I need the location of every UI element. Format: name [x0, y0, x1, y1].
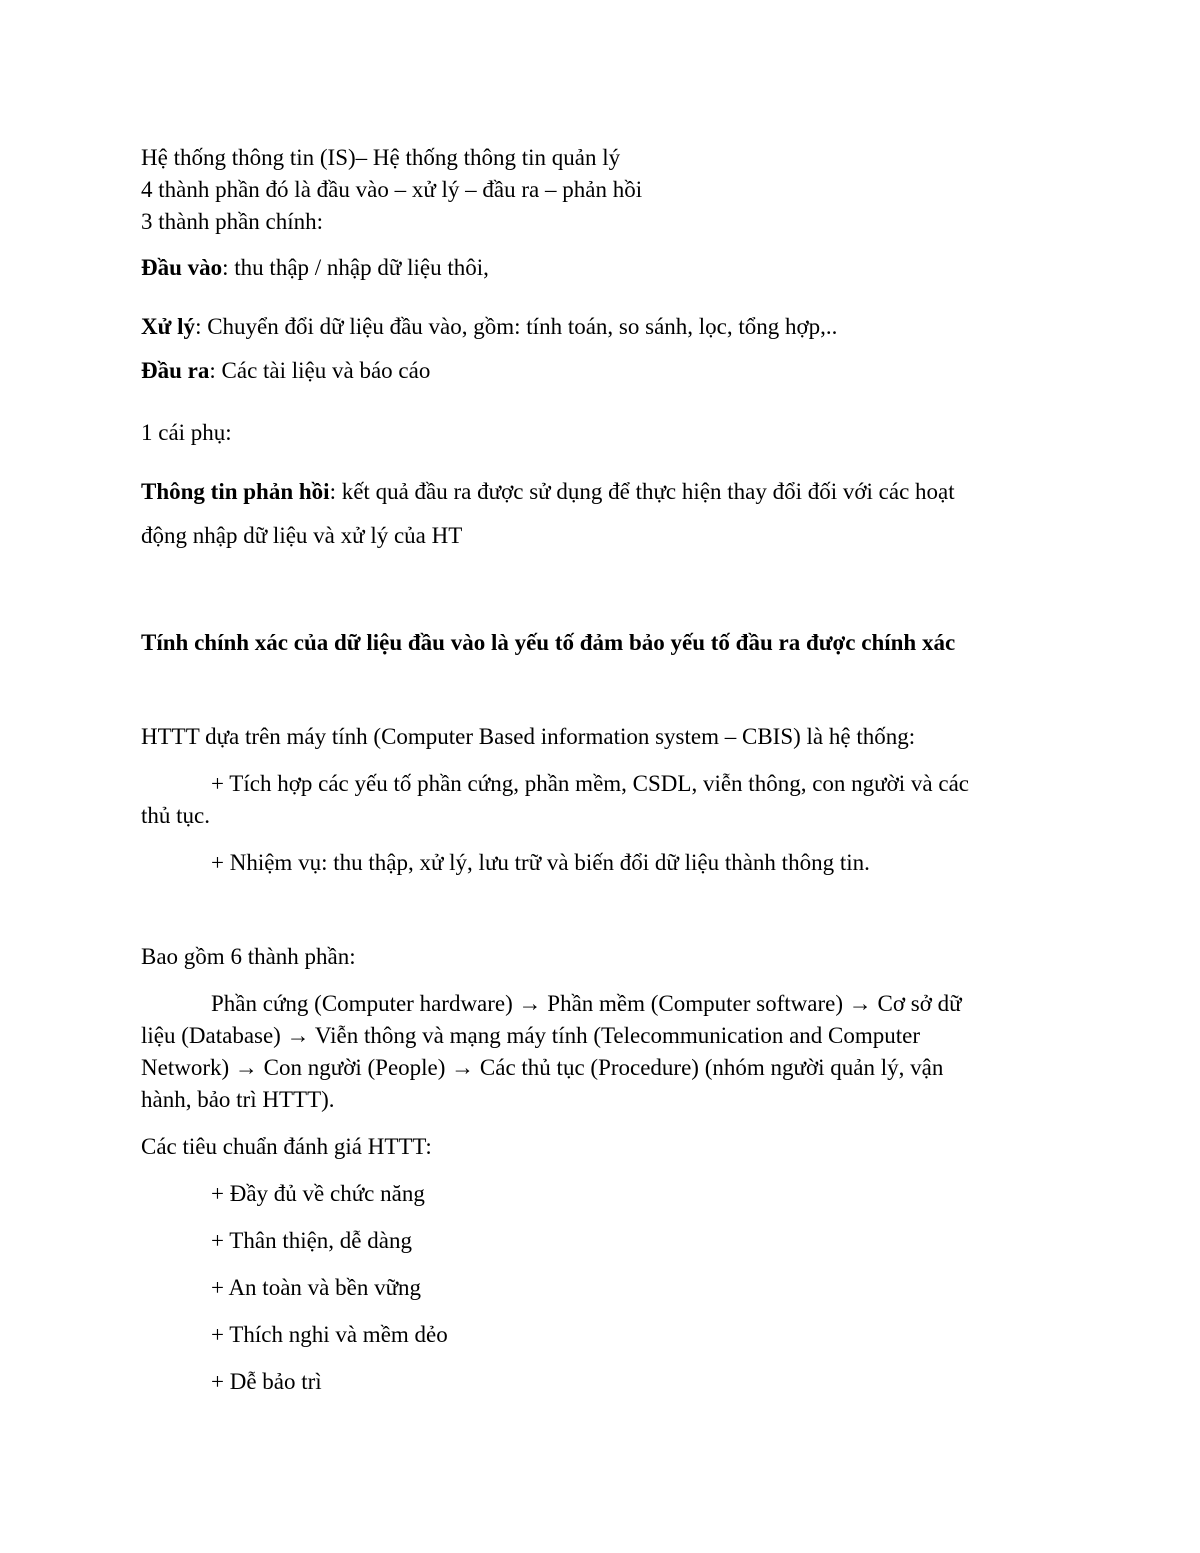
process-text: : Chuyển đổi dữ liệu đầu vào, gồm: tính toán, so sánh, lọc, tổng hợp,.. — [195, 314, 838, 339]
criteria-item: + Đầy đủ về chức năng — [211, 1181, 425, 1206]
criteria-item: + Dễ bảo trì — [211, 1369, 322, 1394]
integrate-continuation: thủ tục. — [141, 803, 210, 828]
criteria-item: + Thân thiện, dễ dàng — [211, 1228, 412, 1253]
components-line-3: Network) → Con người (People) → Các thủ tục (Procedure) (nhóm người quản lý, vận — [141, 1055, 944, 1080]
feedback-label: Thông tin phản hồi — [141, 479, 330, 504]
output-text: : Các tài liệu và báo cáo — [209, 358, 431, 383]
accuracy-statement: Tính chính xác của dữ liệu đầu vào là yếu tố đảm bảo yếu tố đầu ra được chính xác — [141, 630, 956, 655]
input-definition — [141, 256, 489, 279]
three-components-heading: 3 thành phần chính: — [141, 209, 324, 234]
aux-heading: 1 cái phụ: — [141, 420, 232, 445]
process-label: Xử lý — [141, 314, 196, 339]
six-components-heading: Bao gồm 6 thành phần: — [141, 944, 356, 969]
components-line-4: hành, bảo trì HTTT). — [141, 1087, 335, 1112]
components-line-1: Phần cứng (Computer hardware) → Phần mềm (Computer software) → Cơ sở dữ — [211, 991, 962, 1016]
task-item: + Nhiệm vụ: thu thập, xử lý, lưu trữ và biến đổi dữ liệu thành thông tin. — [211, 850, 870, 875]
process-definition — [141, 315, 837, 338]
feedback-definition — [141, 480, 955, 503]
input-label: Đầu vào — [141, 255, 223, 280]
output-label: Đầu ra — [141, 358, 210, 383]
criteria-heading: Các tiêu chuẩn đánh giá HTTT: — [141, 1134, 432, 1159]
title-line: Hệ thống thông tin (IS)– Hệ thống thông tin quản lý — [141, 145, 621, 170]
feedback-text: : kết quả đầu ra được sử dụng để thực hiện thay đổi đối với các hoạt — [329, 479, 955, 504]
criteria-item: + An toàn và bền vững — [211, 1275, 422, 1300]
integrate-item: + Tích hợp các yếu tố phần cứng, phần mềm, CSDL, viễn thông, con người và các — [211, 771, 970, 796]
components-line-2: liệu (Database) → Viễn thông và mạng máy tính (Telecommunication and Computer — [141, 1023, 921, 1048]
cbis-definition: HTTT dựa trên máy tính (Computer Based information system – CBIS) là hệ thống: — [141, 724, 916, 749]
output-definition — [141, 359, 430, 382]
criteria-item: + Thích nghi và mềm dẻo — [211, 1322, 448, 1347]
input-text: : thu thập / nhập dữ liệu thôi, — [222, 255, 489, 280]
four-components-line: 4 thành phần đó là đầu vào – xử lý – đầu ra – phản hồi — [141, 177, 643, 202]
feedback-continuation: động nhập dữ liệu và xử lý của HT — [141, 523, 463, 548]
